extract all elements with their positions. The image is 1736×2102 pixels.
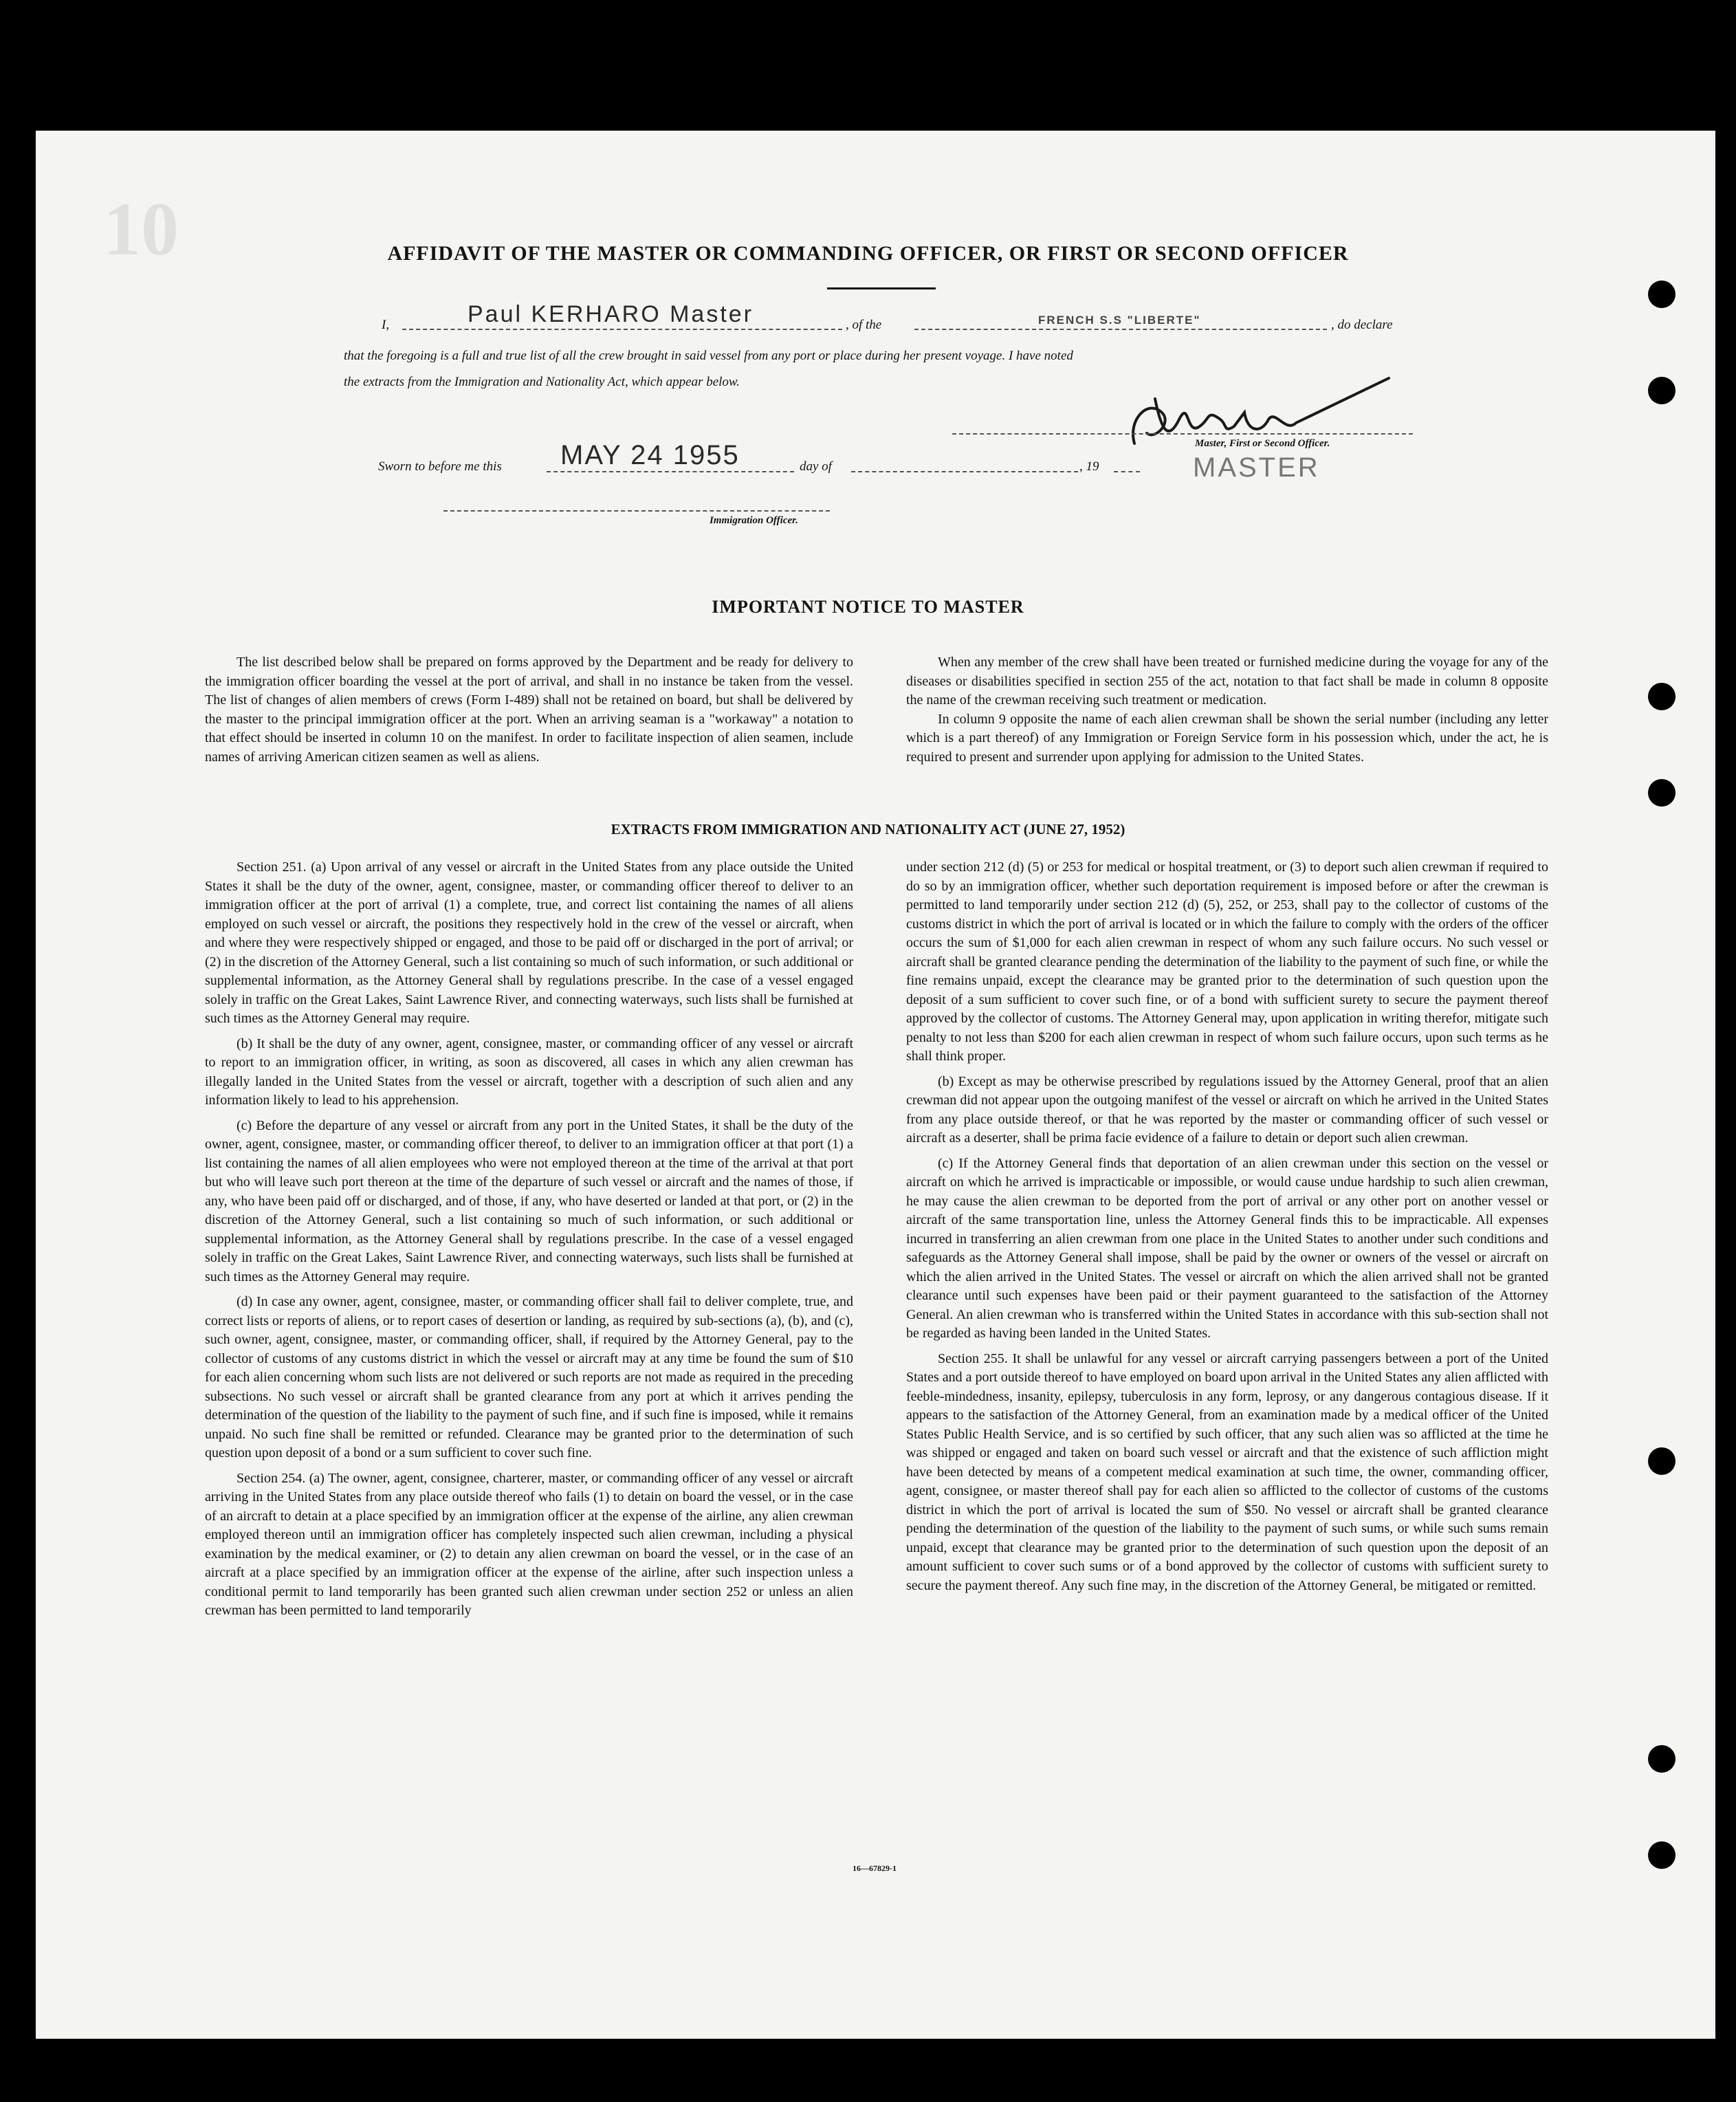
punch-hole	[1648, 281, 1675, 308]
day-of-label: day of	[800, 459, 832, 474]
section-254-a-continued: under section 212 (d) (5) or 253 for medical or hospital treatment, or (3) to deport such alien crewman if required to do so by an immigration officer, whether such deportation requirement is imposed before or after the crewman is permitted to land temporarily under section 212 (d) (5), 252, or 253, shall pay to the collector of customs of the customs district in which the port of arrival is located or in which the failure to comply with the orders of the officer occurs the sum of $1,000 for each alien crewman in respect of whom any such failure occurs. No such vessel or aircraft shall be granted clearance pending the determination of the liability to the payment of such fine, or while the fine remains unpaid, except the clearance may be granted prior to the determination of such question upon the deposit of a sum sufficient to cover such fine, or of a bond with sufficient surety to secure the payment thereof approved by the collector of customs. The Attorney General may, upon application in writing therefor, mitigate such penalty to not less than $200 for each alien crewman in respect of whom such failure occurs, upon such terms as he shall think proper.	[906, 860, 1548, 1064]
section-251-c: (c) Before the departure of any vessel or aircraft from any port in the United States, it shall be the duty of the owner, agent, consignee, master, or commanding officer thereof, to deliver to an immigration officer at that port (1) a list containing the names of all alien employees who were not employed thereon at the time of the arrival at that port but who will leave such port thereon at the time of the departure of such vessel or aircraft and the names of those, if any, who have been paid off or discharged, and of those, if any, who have deserted or landed at that port, or (2) in the discretion of the Attorney General, such a list containing so much of such information, or such additional or supplemental information, as the Attorney General shall by regulations prescribe. In the case of a vessel engaged solely in traffic on the Great Lakes, Saint Lawrence River, and connecting waterways, such lists shall be furnished at such times as the Attorney General may require.	[205, 1117, 853, 1284]
notice-right-column	[906, 653, 1548, 767]
month-field[interactable]	[851, 450, 1078, 472]
extracts-left-column	[205, 858, 853, 1627]
declaration-statement-line2: the extracts from the Immigration and Nationality Act, which appear below.	[344, 375, 740, 389]
officer-caption: Immigration Officer.	[710, 515, 798, 526]
signature-line[interactable]	[952, 419, 1413, 435]
section-254-a: Section 254. (a) The owner, agent, consignee, charterer, master, or commanding officer of any vessel or aircraft arriving in the United States from any place outside thereof who fails (1) to detain on board the vessel, or in the case of an aircraft to detain at a place specified by an immigration officer at the expense of the airline, any alien crewman employed thereon until an immigration officer has completely inspected such alien crewman, including a physical examination by the medical examiner, or (2) to detain any alien crewman on board the vessel, or in the case of an aircraft at a place specified by an immigration officer at the expense of the airline, after such inspection unless a conditional permit to land temporarily has been granted such alien crewman under section 252 or unless an alien crewman has been permitted to land temporarily	[205, 1470, 853, 1618]
master-stamp: MASTER	[1193, 452, 1320, 483]
section-251-d: (d) In case any owner, agent, consignee, master, or commanding officer shall fail to deliver complete, true, and correct lists or reports of aliens, or to report cases of desertion or landing, as required by sub-sections (a), (b), and (c), such owner, agent, consignee, master, or commanding officer, shall, if required by the Attorney General, pay to the collector of customs of any customs district in which the vessel or aircraft may at any time be found the sum of $10 for each alien concerning whom such lists are not delivered or such reports are not made as required in the preceding subsections. No such vessel or aircraft shall be granted clearance from any port at which it arrives pending the determination of the question of the liability to the payment of such fine, and if such fine is imposed, while it remains unpaid. No such fine shall be remitted or refunded. Clearance may be granted prior to the determination of such question upon deposit of a bond or a sum sufficient to cover such fine.	[205, 1294, 853, 1460]
section-251-a: Section 251. (a) Upon arrival of any vessel or aircraft in the United States from any place outside the United States it shall be the duty of the owner, agent, consignee, master, or commanding officer thereof to deliver to an immigration officer at the port of arrival (1) a complete, true, and correct list containing the names of all aliens employed on such vessel or aircraft, the positions they respectively hold in the crew of the vessel or aircraft, when and where they were respectively shipped or engaged, and those to be paid off or discharged in the port of arrival; or (2) in the discretion of the Attorney General, such a list containing so much of such information, or such additional or supplemental information, as the Attorney General shall by regulations prescribe. In the case of a vessel engaged solely in traffic on the Great Lakes, Saint Lawrence River, and connecting waterways, such lists shall be furnished at such times as the Attorney General may require.	[205, 860, 853, 1026]
punch-hole	[1648, 1841, 1675, 1869]
sworn-label: Sworn to before me this	[378, 459, 502, 474]
form-code: 16—67829-1	[853, 1863, 897, 1873]
bleed-through-number: 10	[103, 187, 179, 271]
i-label: I,	[382, 318, 390, 332]
signature-caption: Master, First or Second Officer.	[1195, 438, 1330, 449]
notice-paragraph: In column 9 opposite the name of each alien crewman shall be shown the serial number (including any letter which is a part thereof) of any Immigration or Foreign Service form in his possession which, under the act, he is required to present and surrender upon applying for admission to the United States.	[906, 711, 1548, 765]
punch-hole	[1648, 779, 1675, 807]
officer-signature-line[interactable]	[443, 496, 830, 512]
title-underline	[827, 287, 936, 289]
do-declare-label: , do declare	[1331, 318, 1393, 332]
section-254-b: (b) Except as may be otherwise prescribed by regulations issued by the Attorney General, proof that an alien crewman did not appear upon the outgoing manifest of the vessel or aircraft on which he arrived in the United States from any place outside thereof, or that he was reported by the master or commanding officer of such vessel or aircraft as a deserter, shall be prima facie evidence of a failure to detain or deport such alien crewman.	[906, 1073, 1548, 1146]
section-251-b: (b) It shall be the duty of any owner, agent, consignee, master, or commanding officer of any vessel or aircraft to report to an immigration officer, in writing, as soon as discovered, all cases in which any alien crewman has illegally landed in the United States from the vessel or aircraft, together with a description of such alien and any information likely to lead to his apprehension.	[205, 1036, 853, 1108]
vessel-name: FRENCH S.S "LIBERTE"	[1038, 314, 1201, 327]
punch-hole	[1648, 377, 1675, 404]
year-field[interactable]	[1114, 450, 1140, 472]
extracts-right-column	[906, 858, 1548, 1601]
notice-paragraph: The list described below shall be prepared on forms approved by the Department and be ready for delivery to the immigration officer boarding the vessel at the port of arrival, and shall in no instance be taken from the vessel. The list of changes of alien members of crews (Form I-489) shall not be retained on board, but shall be delivered by the master to the principal immigration officer at the port. When an arriving seaman is a "workaway" a notation to that effect should be inserted in column 10 on the manifest. In order to facilitate inspection of alien seamen, include names of arriving American citizen seamen as well as aliens.	[205, 655, 853, 765]
notice-title: IMPORTANT NOTICE TO MASTER	[712, 597, 1024, 617]
section-254-c: (c) If the Attorney General finds that deportation of an alien crewman under this section on the vessel or aircraft on which he arrived is impracticable or impossible, or would cause undue hardship to such alien crewman, he may cause the alien crewman to be deported from the port of arrival or any other port on another vessel or aircraft of the same transportation line, unless the Attorney General finds this to be impracticable. All expenses incurred in transferring an alien crewman from one place in the United States to another under such conditions and safeguards as the Attorney General shall impose, shall be paid by the owner or owners of the vessel or aircraft on which the alien arrived in the United States. The vessel or aircraft on which the alien arrived shall not be granted clearance until such expenses have been paid or their payment guaranteed to the satisfaction of the Attorney General. An alien crewman who is transferred within the United States in accordance with this sub-section shall not be regarded as having been landed in the United States.	[906, 1155, 1548, 1341]
extracts-title: EXTRACTS FROM IMMIGRATION AND NATIONALITY ACT (JUNE 27, 1952)	[611, 821, 1125, 837]
punch-hole	[1648, 683, 1675, 710]
sworn-date-stamp: MAY 24 1955	[560, 440, 740, 470]
notice-paragraph: When any member of the crew shall have been treated or furnished medicine during the voyage for any of the diseases or disabilities specified in section 255 of the act, notation to that fact shall be made in column 8 opposite the name of the crewman receiving such treatment or medication.	[906, 655, 1548, 708]
affidavit-title: AFFIDAVIT OF THE MASTER OR COMMANDING OFFICER, OR FIRST OR SECOND OFFICER	[387, 242, 1349, 265]
year-label: , 19	[1079, 459, 1099, 474]
declarant-name: Paul KERHARO Master	[468, 301, 754, 327]
notice-left-column	[205, 653, 853, 767]
of-the-label: , of the	[846, 318, 882, 332]
punch-hole	[1648, 1745, 1675, 1773]
section-255: Section 255. It shall be unlawful for any vessel or aircraft carrying passengers between a port of the United States and a port outside thereof to have employed on board upon arrival in the United States any alien afflicted with feeble-mindedness, insanity, epilepsy, tuberculosis in any form, leprosy, or any dangerous contagious disease. If it appears to the satisfaction of the Attorney General, from an examination made by a medical officer of the United States Public Health Service, and is so certified by such officer, that any such alien was so afflicted at the time he was shipped or engaged and taken on board such vessel or aircraft and that the existence of such affliction might have been detected by means of a competent medical examination at such time, the owner, commanding officer, agent, consignee, or master thereof shall pay for each alien so afflicted to the collector of customs of the customs district in which the port of arrival is located the sum of $50. No vessel or aircraft shall be granted clearance pending the determination of the question of the liability to the payment of such sums, or while such sums remain unpaid, except that clearance may be granted prior to the determination of such question upon the deposit of an amount sufficient to cover such sums or of a bond approved by the collector of customs with sufficient surety to secure the payment thereof. Any such fine may, in the discretion of the Attorney General, be mitigated or remitted.	[906, 1350, 1548, 1593]
punch-hole	[1648, 1447, 1675, 1475]
declaration-statement-line1: that the foregoing is a full and true list of all the crew brought in said vessel from any port or place during her present voyage. I have noted	[344, 349, 1073, 363]
